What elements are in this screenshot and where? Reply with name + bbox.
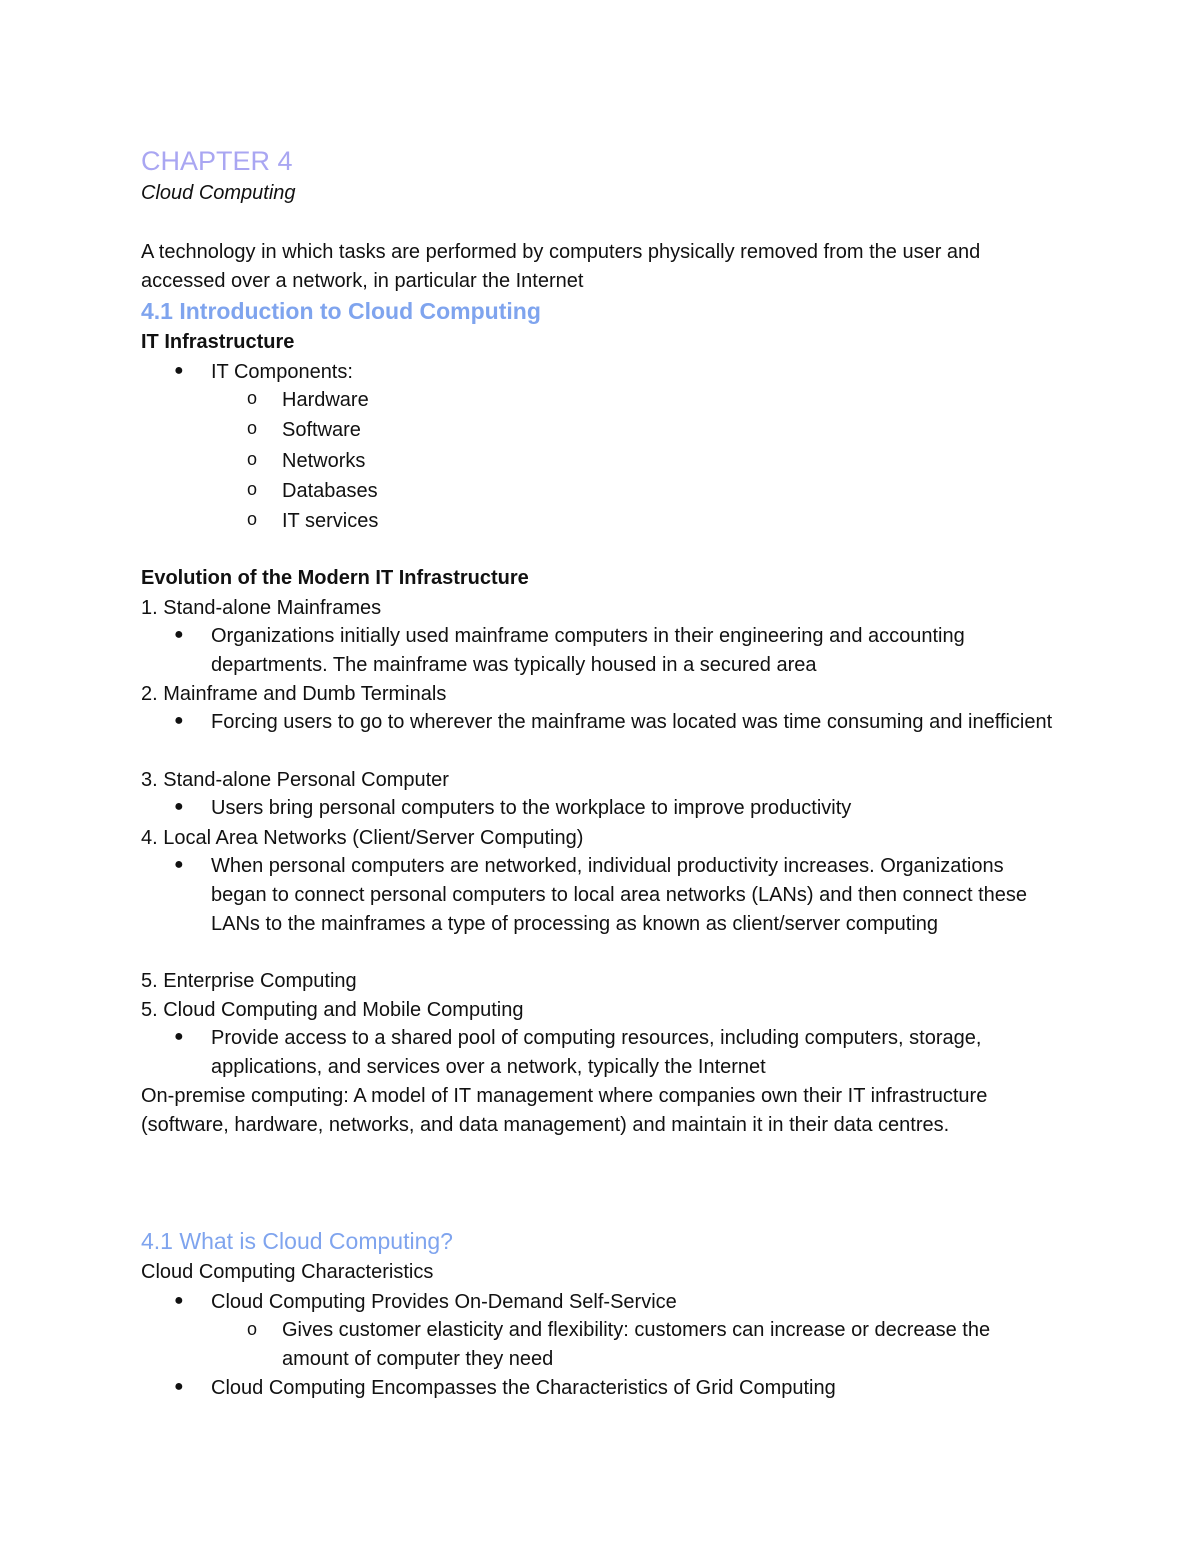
circle-bullet-icon: o [247, 449, 258, 469]
bullet-icon: ● [174, 798, 184, 815]
bullet-icon: ● [174, 362, 184, 379]
on-premise-paragraph: On-premise computing: A model of IT management where companies own their IT infrastructure (software, hardware, networks, and data management) and maintain it in their data centres. [141, 1085, 988, 1136]
component-item: IT services [282, 510, 379, 532]
stage-label: 5. Enterprise Computing [141, 970, 357, 992]
component-item: Software [282, 419, 361, 441]
bullet-icon: ● [174, 856, 184, 873]
stage-label: 2. Mainframe and Dumb Terminals [141, 683, 447, 705]
chapter-title: CHAPTER 4 [141, 146, 293, 176]
bullet-icon: ● [174, 626, 184, 643]
stage-label: 1. Stand-alone Mainframes [141, 597, 382, 619]
stage-bullet-text: Provide access to a shared pool of computing resources, including computers, storage, applications, and services over a network, typically the Internet [211, 1027, 982, 1078]
stage-bullet-text: Users bring personal computers to the workplace to improve productivity [211, 797, 852, 819]
component-item: Databases [282, 480, 378, 502]
stage-label: 3. Stand-alone Personal Computer [141, 769, 449, 791]
evolution-title: Evolution of the Modern IT Infrastructure [141, 567, 529, 589]
circle-bullet-icon: o [247, 1319, 258, 1339]
stage-label: 5. Cloud Computing and Mobile Computing [141, 999, 524, 1021]
circle-bullet-icon: o [247, 418, 258, 438]
section-heading-introduction: 4.1 Introduction to Cloud Computing [141, 298, 541, 324]
bullet-icon: ● [174, 1292, 184, 1309]
component-item: Networks [282, 450, 366, 472]
characteristic-item: Cloud Computing Provides On-Demand Self-Service [211, 1291, 677, 1313]
bullet-icon: ● [174, 712, 184, 729]
bullet-icon: ● [174, 1028, 184, 1045]
stage-label: 4. Local Area Networks (Client/Server Computing) [141, 827, 584, 849]
it-infrastructure-title: IT Infrastructure [141, 331, 295, 353]
stage-bullet-text: Forcing users to go to wherever the mainframe was located was time consuming and inefficient [211, 711, 1053, 733]
characteristic-subitem: Gives customer elasticity and flexibility: customers can increase or decrease the amount of computer they need [282, 1319, 991, 1370]
circle-bullet-icon: o [247, 509, 258, 529]
circle-bullet-icon: o [247, 479, 258, 499]
bullet-icon: ● [174, 1378, 184, 1395]
component-item: Hardware [282, 389, 369, 411]
circle-bullet-icon: o [247, 388, 258, 408]
characteristics-title: Cloud Computing Characteristics [141, 1261, 434, 1283]
definition-paragraph: A technology in which tasks are performed by computers physically removed from the user and accessed over a network, in particular the Internet [141, 241, 981, 292]
it-components-label: IT Components: [211, 361, 353, 383]
stage-bullet-text: When personal computers are networked, individual productivity increases. Organizations began to connect personal computers to local area networks (LANs) and then connect these LANs to the mainframes a type of processing as known as client/server computing [211, 855, 1028, 935]
section-heading-what-is: 4.1 What is Cloud Computing? [141, 1228, 453, 1254]
characteristic-item: Cloud Computing Encompasses the Characteristics of Grid Computing [211, 1377, 836, 1399]
stage-bullet-text: Organizations initially used mainframe computers in their engineering and accounting departments. The mainframe was typically housed in a secured area [211, 625, 965, 676]
chapter-subtitle: Cloud Computing [141, 182, 296, 204]
